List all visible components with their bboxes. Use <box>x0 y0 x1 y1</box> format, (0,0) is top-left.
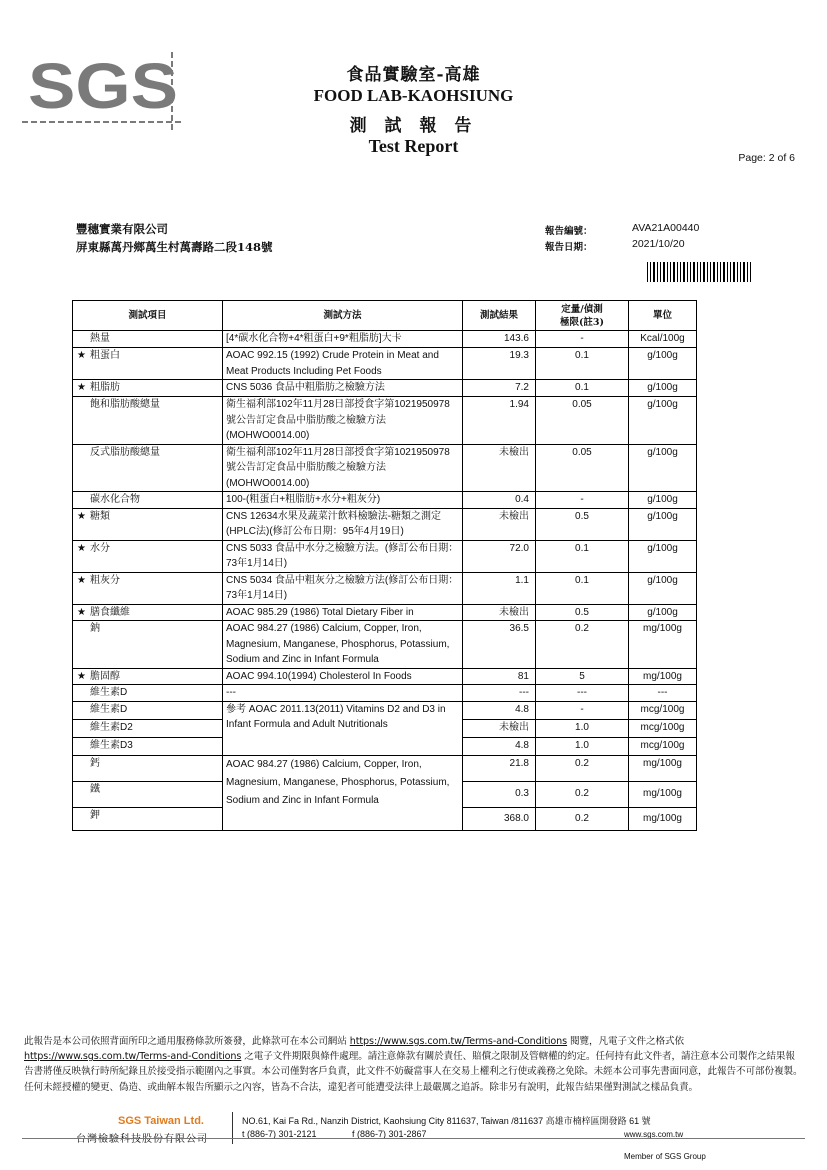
cell-item <box>73 701 223 719</box>
cell-method: 衛生福利部102年11月28日部授食字第1021950978號公告訂定食品中脂肪酸之檢驗方法(MOHWO0014.00) <box>223 397 463 445</box>
accredited-star-icon: ★ <box>77 606 86 618</box>
cell-loq: 0.1 <box>536 380 629 397</box>
cell-loq: 0.1 <box>536 540 629 572</box>
cell-item <box>73 572 223 604</box>
cell-result: 1.1 <box>463 572 536 604</box>
cell-loq: 0.05 <box>536 397 629 445</box>
page-number: Page: 2 of 6 <box>738 152 795 164</box>
cell-item <box>73 668 223 685</box>
item-name: 水分 <box>90 542 110 554</box>
cell-method: [4*碳水化合物+4*粗蛋白+9*粗脂肪]大卡 <box>223 331 463 348</box>
cell-result: 未檢出 <box>463 444 536 492</box>
cell-loq: 5 <box>536 668 629 685</box>
cell-loq: 0.2 <box>536 621 629 669</box>
item-name: 飽和脂肪酸總量 <box>90 399 160 410</box>
cell-method: 參考 AOAC 2011.13(2011) Vitamins D2 and D3 in Infant Formula and Adult Nutritionals <box>223 701 463 755</box>
table-row <box>73 621 697 669</box>
cell-unit: g/100g <box>629 348 697 380</box>
table-row <box>73 604 697 621</box>
report-date: 2021/10/20 <box>632 238 685 250</box>
company-address: NO.61, Kai Fa Rd., Nanzih District, Kaohsiung City 811637, Taiwan /811637 高雄市楠梓區開發路 61 號 <box>242 1116 651 1126</box>
cell-loq: - <box>536 331 629 348</box>
cell-result: 21.8 <box>463 755 536 781</box>
table-row <box>73 444 697 492</box>
cell-method: 衛生福利部102年11月28日部授食字第1021950978號公告訂定食品中脂肪酸之檢驗方法(MOHWO0014.00) <box>223 444 463 492</box>
cell-result: 0.3 <box>463 781 536 807</box>
cell-result: 72.0 <box>463 540 536 572</box>
disclaimer-part3: 之電子文件期限與條件處理。請注意條款有關於責任、賠償之限制及管轄權的約定。任何持有此文件者，請注意本公司製作之結果報告書將僅反映執行時所紀錄且於接受指示範圍內之事實。本公司僅對客戶負責，此文件不妨礙當事人在交易上權利之行使或義務之免除。未經本公司事先書面同意，此報告不可部份複製。任何未經授權的變更、偽造、或曲解本報告所顯示之內容，皆為不合法，違犯者可能遭受法律上最嚴厲之追訴。除非另有說明，此報告結果僅對測試之樣品負責。 <box>24 1051 803 1093</box>
cell-item <box>73 719 223 737</box>
disclaimer-part1: 此報告是本公司依照背面所印之通用服務條款所簽發，此條款可在本公司網站 <box>24 1036 350 1047</box>
accredited-star-icon: ★ <box>77 574 86 586</box>
cell-item <box>73 444 223 492</box>
table-row <box>73 492 697 509</box>
cell-unit: Kcal/100g <box>629 331 697 348</box>
cell-method: CNS 5034 食品中粗灰分之檢驗方法(修訂公布日期：73年1月14日) <box>223 572 463 604</box>
table-row <box>73 755 697 781</box>
footer-divider <box>232 1112 233 1144</box>
lab-title-en: FOOD LAB-KAOHSIUNG <box>313 86 514 105</box>
report-title-en: Test Report <box>368 136 459 156</box>
item-name: 鈉 <box>90 623 100 634</box>
cell-item <box>73 685 223 702</box>
cell-unit: mg/100g <box>629 621 697 669</box>
item-name: 反式脂肪酸總量 <box>90 446 160 458</box>
cell-item <box>73 807 223 830</box>
cell-loq: 0.2 <box>536 755 629 781</box>
cell-method: AOAC 984.27 (1986) Calcium, Copper, Iron, Magnesium, Manganese, Phosphorus, Potassium, Sodium and Zinc in Infant Formula <box>223 621 463 669</box>
cell-item <box>73 604 223 621</box>
cell-method: CNS 5033 食品中水分之檢驗方法。(修訂公布日期：73年1月14日) <box>223 540 463 572</box>
results-table <box>72 300 697 831</box>
report-date-label: 報告日期： <box>545 242 593 253</box>
cell-result: 81 <box>463 668 536 685</box>
item-name: 粗蛋白 <box>90 350 120 361</box>
item-name: 熱量 <box>90 333 110 344</box>
accredited-star-icon: ★ <box>77 350 86 361</box>
cell-unit: g/100g <box>629 572 697 604</box>
table-row <box>73 572 697 604</box>
cell-result: 143.6 <box>463 331 536 348</box>
company-website[interactable]: www.sgs.com.tw <box>624 1130 684 1139</box>
cell-loq: 0.1 <box>536 348 629 380</box>
item-name: 鈣 <box>90 757 100 769</box>
table-row <box>73 348 697 380</box>
cell-result: 7.2 <box>463 380 536 397</box>
cell-unit: mg/100g <box>629 668 697 685</box>
cell-unit: mg/100g <box>629 781 697 807</box>
item-name: 鐵 <box>90 783 100 795</box>
cell-loq: 0.5 <box>536 604 629 621</box>
table-row <box>73 668 697 685</box>
accredited-star-icon: ★ <box>77 382 86 393</box>
cell-item <box>73 737 223 755</box>
client-address: 屏東縣萬丹鄉萬生村萬壽路二段148號 <box>76 240 273 254</box>
company-fax: f (886-7) 301-2867 <box>352 1129 427 1139</box>
item-name: 粗脂肪 <box>90 382 120 393</box>
cell-method: 100-(粗蛋白+粗脂肪+水分+粗灰分) <box>223 492 463 509</box>
cell-result: 未檢出 <box>463 604 536 621</box>
item-name: 維生素D2 <box>90 721 133 733</box>
cell-unit: g/100g <box>629 444 697 492</box>
cell-loq: - <box>536 701 629 719</box>
cell-result: 未檢出 <box>463 719 536 737</box>
cell-method: AOAC 984.27 (1986) Calcium, Copper, Iron, Magnesium, Manganese, Phosphorus, Potassium, Sodium and Zinc in Infant Formula <box>223 755 463 830</box>
report-number: AVA21A00440 <box>632 222 700 234</box>
cell-result: 4.8 <box>463 701 536 719</box>
cell-item <box>73 755 223 781</box>
cell-result: 36.5 <box>463 621 536 669</box>
table-row <box>73 331 697 348</box>
cell-unit: mg/100g <box>629 755 697 781</box>
cell-method: AOAC 994.10(1994) Cholesterol In Foods <box>223 668 463 685</box>
table-row <box>73 508 697 540</box>
cell-unit: g/100g <box>629 492 697 509</box>
cell-result: 1.94 <box>463 397 536 445</box>
company-name-en: SGS Taiwan Ltd. <box>118 1115 204 1127</box>
cell-loq: 0.05 <box>536 444 629 492</box>
header-loq <box>536 301 629 331</box>
cell-item <box>73 348 223 380</box>
report-title-zh: 測 試 報 告 <box>349 116 478 136</box>
table-row <box>73 701 697 719</box>
table-header-row <box>73 301 697 331</box>
cell-unit: g/100g <box>629 380 697 397</box>
table-row <box>73 380 697 397</box>
cell-item <box>73 397 223 445</box>
member-of-sgs: Member of SGS Group <box>624 1152 706 1161</box>
cell-method: AOAC 985.29 (1986) Total Dietary Fiber in <box>223 604 463 621</box>
item-name: 維生素D3 <box>90 739 133 751</box>
cell-unit: mcg/100g <box>629 719 697 737</box>
item-name: 糖類 <box>90 510 110 522</box>
item-name: 膳食纖維 <box>90 606 130 618</box>
cell-item <box>73 781 223 807</box>
cell-method: CNS 12634水果及蔬菜汁飲料檢驗法-糖類之測定(HPLC法)(修訂公布日期：95年4月19日) <box>223 508 463 540</box>
accredited-star-icon: ★ <box>77 542 86 554</box>
terms-link-2[interactable]: https://www.sgs.com.tw/Terms-and-Conditions <box>24 1051 242 1063</box>
cell-result: --- <box>463 685 536 702</box>
cell-unit: mcg/100g <box>629 737 697 755</box>
accredited-star-icon: ★ <box>77 670 86 682</box>
table-row <box>73 685 697 702</box>
header-loq-line2: 極限(註3) <box>559 316 605 328</box>
lab-title-zh: 食品實驗室-高雄 <box>346 65 481 85</box>
terms-link-1[interactable]: https://www.sgs.com.tw/Terms-and-Conditions <box>349 1036 568 1047</box>
cell-unit: --- <box>629 685 697 702</box>
cell-unit: mcg/100g <box>629 701 697 719</box>
disclaimer <box>24 1034 804 1095</box>
cell-item <box>73 540 223 572</box>
header-method: 測試方法 <box>223 301 463 331</box>
company-phone: t (886-7) 301-2121 <box>242 1129 317 1139</box>
cell-result: 0.4 <box>463 492 536 509</box>
cell-item <box>73 492 223 509</box>
item-name: 粗灰分 <box>90 574 120 586</box>
cell-method: CNS 5036 食品中粗脂肪之檢驗方法 <box>223 380 463 397</box>
cell-item <box>73 621 223 669</box>
header-item: 測試項目 <box>73 301 223 331</box>
cell-unit: g/100g <box>629 397 697 445</box>
cell-item <box>73 380 223 397</box>
item-name: 鉀 <box>90 809 100 821</box>
cell-unit: g/100g <box>629 604 697 621</box>
item-name: 維生素D <box>90 687 128 698</box>
cell-unit: g/100g <box>629 508 697 540</box>
cell-result: 未檢出 <box>463 508 536 540</box>
cell-result: 4.8 <box>463 737 536 755</box>
cell-loq: 0.2 <box>536 807 629 830</box>
cell-result: 368.0 <box>463 807 536 830</box>
barcode-icon <box>647 262 751 282</box>
header-unit: 單位 <box>629 301 697 331</box>
cell-loq: --- <box>536 685 629 702</box>
header-loq-line1: 定量/偵測 <box>561 303 603 315</box>
disclaimer-part2: 閱覽，凡電子文件之格式依 <box>567 1036 684 1047</box>
cell-unit: g/100g <box>629 540 697 572</box>
cell-method: AOAC 992.15 (1992) Crude Protein in Meat and Meat Products Including Pet Foods <box>223 348 463 380</box>
footer-rule <box>22 1138 805 1139</box>
company-name-zh: 台灣檢驗科技股份有限公司 <box>76 1134 208 1145</box>
cell-unit: mg/100g <box>629 807 697 830</box>
cell-result: 19.3 <box>463 348 536 380</box>
cell-method: --- <box>223 685 463 702</box>
item-name: 膽固醇 <box>90 670 120 682</box>
item-name: 維生素D <box>90 703 128 715</box>
cell-loq: - <box>536 492 629 509</box>
cell-loq: 0.1 <box>536 572 629 604</box>
cell-item <box>73 508 223 540</box>
cell-loq: 0.5 <box>536 508 629 540</box>
cell-item <box>73 331 223 348</box>
table-row <box>73 540 697 572</box>
header-result: 測試結果 <box>463 301 536 331</box>
client-name: 豐穗實業有限公司 <box>76 222 168 236</box>
report-number-label: 報告編號： <box>545 226 593 237</box>
cell-loq: 1.0 <box>536 719 629 737</box>
table-row <box>73 397 697 445</box>
cell-loq: 0.2 <box>536 781 629 807</box>
sgs-logo-text: SGS <box>28 52 178 122</box>
cell-loq: 1.0 <box>536 737 629 755</box>
accredited-star-icon: ★ <box>77 510 86 522</box>
item-name: 碳水化合物 <box>90 494 140 505</box>
